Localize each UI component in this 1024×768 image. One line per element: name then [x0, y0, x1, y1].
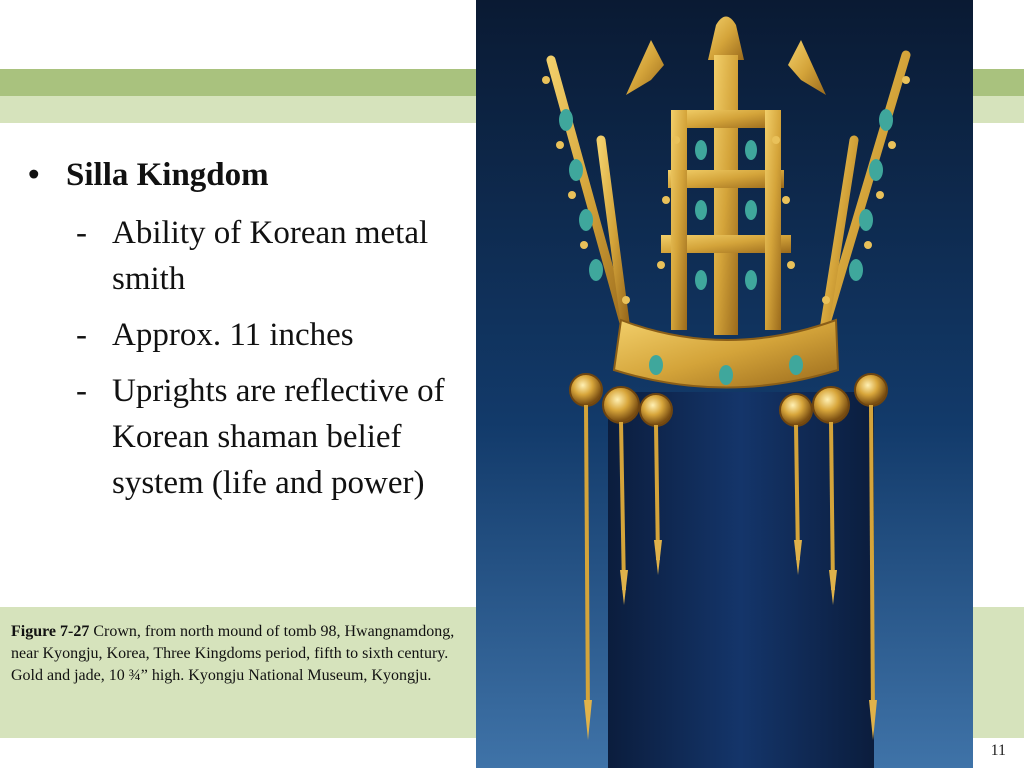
page-number: 11 — [990, 742, 1006, 759]
gold-crown-icon — [476, 0, 973, 768]
bullet-heading: Silla Kingdom — [66, 157, 269, 193]
figure-label: Figure 7-27 — [11, 623, 90, 640]
sub-bullet-3 — [76, 368, 468, 506]
sub-bullet-text: Approx. 11 inches — [112, 317, 354, 353]
bullet-marker: • — [28, 157, 40, 193]
sub-bullet-2 — [76, 312, 468, 358]
bullet-list — [28, 150, 468, 506]
dash-marker: - — [76, 215, 87, 251]
sub-bullet-text: Uprights are reflective of Korean shaman belief system (life and power) — [112, 373, 445, 501]
crown-photo — [476, 0, 973, 768]
sub-bullet-text: Ability of Korean metal smith — [112, 215, 429, 297]
dash-marker: - — [76, 317, 87, 353]
sub-bullet-1 — [76, 210, 468, 302]
bullet-heading-row — [28, 150, 468, 200]
figure-caption-text: Crown, from north mound of tomb 98, Hwangnamdong, near Kyongju, Korea, Three Kingdoms period, fifth to sixth century. Gold and jade, 10 ¾” high. Kyongju National Museum, Kyongju. — [11, 623, 455, 684]
dash-marker: - — [76, 373, 87, 409]
figure-caption — [11, 621, 466, 687]
